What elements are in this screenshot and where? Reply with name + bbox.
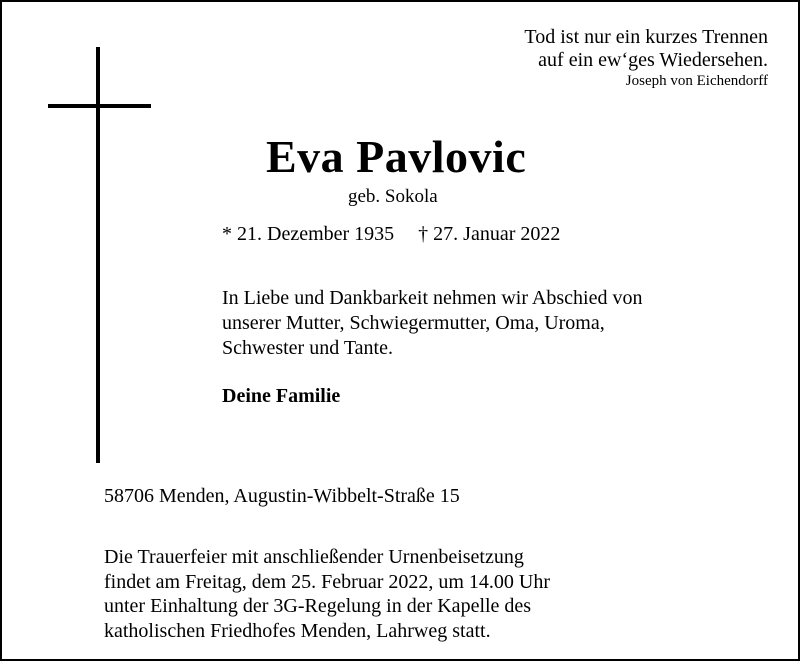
birth-date: * 21. Dezember 1935 [222, 223, 395, 245]
cross-icon [96, 47, 100, 463]
ceremony-line: unter Einhaltung der 3G-Regelung in der Kapelle des [104, 595, 532, 617]
cross-icon-bar [48, 104, 151, 108]
deceased-name: Eva Pavlovic [266, 131, 527, 182]
ceremony-line: Die Trauerfeier mit anschließender Urnenbeisetzung [104, 546, 524, 568]
ceremony-line: katholischen Friedhofes Menden, Lahrweg statt. [104, 619, 491, 642]
ceremony-notice [104, 545, 584, 643]
death-date: † 27. Januar 2022 [418, 223, 561, 245]
birth-name: geb. Sokola [348, 186, 438, 207]
quote-author: Joseph von Eichendorff [625, 73, 768, 89]
message-line: Schwester und Tante. [222, 337, 393, 359]
family-address: 58706 Menden, Augustin-Wibbelt-Straße 15 [104, 485, 460, 507]
family-signature: Deine Familie [222, 385, 341, 407]
quote-line: Tod ist nur ein kurzes Trennen [524, 26, 768, 48]
farewell-message [222, 286, 692, 361]
life-dates [222, 222, 560, 246]
message-line: In Liebe und Dankbarkeit nehmen wir Abschied von [222, 287, 643, 309]
quote-block [524, 26, 768, 90]
message-line: unserer Mutter, Schwiegermutter, Oma, Uroma, [222, 312, 605, 334]
ceremony-line: findet am Freitag, dem 25. Februar 2022, um 14.00 Uhr [104, 570, 551, 593]
quote-line: auf ein ew‘ges Wiedersehen. [538, 49, 768, 71]
